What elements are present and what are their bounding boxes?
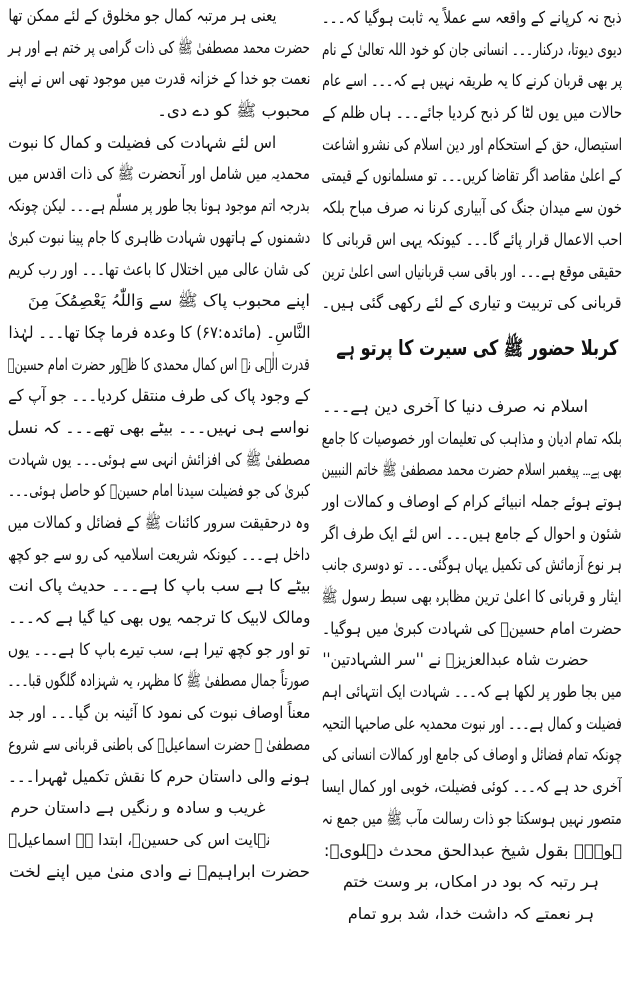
text-line	[320, 224, 622, 256]
line-text: کے اعلیٰ مقاصد اگر تقاضا کریں۔۔۔ تو مسلمانوں کے قیمتی	[321, 166, 622, 186]
line-text: شئون و احوال کے جامع ہیں۔۔۔ اس لئے ایک طرف اگر	[322, 523, 622, 543]
line-text: آخری حد ہے کہ۔۔۔ کوئی فضیلت، خوبی اور کمال ایسا	[322, 777, 622, 797]
line-text: محبوب ﷺ کو دے دی۔	[157, 101, 310, 121]
line-text: حالات میں یوں لٹا کر ذبح کردیا جائے۔۔۔ ہاں ظلم کے	[321, 103, 622, 123]
line-text: بدرجہ اتم موجود ہونا بجا طور پر مسلّم ہے۔۔۔ لیکن چونکہ	[8, 196, 310, 216]
text-line	[6, 190, 310, 222]
text-line	[6, 539, 310, 571]
line-text: حقیقی موقع ہے۔۔۔ اور باقی سب قربانیاں اسی اعلیٰ ترین	[322, 261, 622, 281]
text-line	[320, 486, 622, 518]
line-text: نہایت اس کی حسینؓ، ابتدا ہے اسماعیلؑ	[7, 829, 270, 849]
right-paragraphs-top	[320, 0, 622, 319]
text-line	[6, 158, 310, 190]
line-text: کبریٰ کی جو فضیلت سیدنا امام حسینؓ کو حاصل ہوئی۔۔۔	[8, 481, 310, 501]
text-line	[320, 192, 622, 224]
text-line	[6, 761, 310, 793]
text-line	[320, 129, 622, 161]
line-text: ومالک لابیک کا ترجمہ یوں بھی کیا گیا ہے کہ۔۔۔	[8, 608, 310, 628]
left-column	[6, 0, 310, 887]
line-text: اسلام نہ صرف دنیا کا آخری دین ہے۔۔۔	[322, 396, 588, 416]
text-line	[6, 32, 310, 64]
line-text: کی شان عالی میں اختلال کا باعث تھا۔۔۔ اور رب کریم	[8, 259, 310, 279]
text-line	[320, 454, 622, 486]
text-line	[320, 391, 622, 423]
line-text: ایثار و قربانی کا اعلیٰ ترین مظاہرہ بھی سبط رسول ﷺ	[321, 587, 622, 606]
text-line	[6, 856, 310, 888]
text-line	[320, 644, 622, 676]
text-line	[320, 835, 622, 867]
line-text: داخل ہے۔۔۔ کیونکہ شریعت اسلامیہ کی رو سے جو کچھ	[7, 544, 310, 564]
text-line	[6, 412, 310, 444]
line-text: حضرت ابراہیمؑ نے وادی منیٰ میں اپنے لخت	[9, 861, 310, 881]
line-text: تو اور جو کچھ تیرا ہے، سب تیرے باپ کا ہے۔۔۔ یوں	[7, 639, 310, 659]
text-line	[6, 95, 310, 127]
text-line	[6, 665, 310, 697]
text-line	[6, 317, 310, 349]
line-text: اپنے محبوب پاک ﷺ سے وَاللّٰہُ یَعْصِمُکَ مِنَ	[27, 291, 310, 311]
line-text: وہ درحقیقت سرور کائنات ﷺ کے فضائل و کمالات میں	[7, 513, 310, 532]
line-text: کے وجود پاک کی طرف منتقل کردیا۔۔۔ جو آپ کے	[8, 386, 310, 406]
text-line	[6, 729, 310, 761]
section-heading-text: کربلا حضور ﷺ کی سیرت کا پرتو ہے	[335, 335, 618, 360]
line-text: ہر نعمتے کہ داشت خدا، شد برو تمام	[347, 903, 595, 923]
line-text: حضرت محمد مصطفیٰ ﷺ کی ذات گرامی پر ختم ہے اور ہر	[8, 37, 310, 57]
line-text: حضرت امام حسینؓ کی شہادت کبریٰ میں ہوگیا۔	[322, 618, 622, 638]
text-line	[6, 349, 310, 381]
verse-line	[320, 866, 622, 898]
line-text: ہر نوع آزمائش کی تکمیل یہاں ہوگئی۔۔۔ تو دوسری جانب	[321, 555, 622, 575]
text-line	[6, 697, 310, 729]
right-column	[320, 0, 622, 930]
line-text: النَّاسِ۔ (مائدہ:۶۷) کا وعدہ فرما چکا تھا۔۔۔ لہٰذا	[8, 322, 310, 342]
verse-line	[6, 824, 310, 856]
text-line	[6, 0, 310, 32]
text-line	[6, 254, 310, 286]
right-paragraphs-bottom	[320, 391, 622, 930]
text-line	[320, 256, 622, 288]
line-text: متصور نہیں ہوسکتا جو ذات رسالت مآب ﷺ میں جمع نہ	[321, 808, 622, 828]
line-text: بھی ہے۔۔۔ پیغمبر اسلام حضرت محمد مصطفیٰ ﷺ خاتم النبیین	[321, 460, 622, 480]
text-line	[320, 613, 622, 645]
line-text: چونکہ تمام فضائل و اوصاف کی جامع اور کمالات انسانی کی	[321, 745, 622, 765]
text-line	[320, 160, 622, 192]
line-text: غریب و سادہ و رنگیں ہے داستان حرم	[10, 798, 266, 818]
text-line	[320, 34, 622, 66]
line-text: قدرت الٰہی نے اس کمال محمدی کا ظہور حضرت امام حسینؓ	[8, 354, 310, 374]
line-text: صورتاً جمال مصطفیٰ ﷺ کا مظہر، یہ شہزادہ گلگوں قبا۔۔۔	[7, 671, 310, 691]
text-line	[320, 803, 622, 835]
text-line	[320, 581, 622, 613]
text-line	[6, 602, 310, 634]
text-line	[6, 63, 310, 95]
text-line	[320, 423, 622, 455]
line-text: یعنی ہر مرتبہ کمال جو مخلوق کے لئے ممکن تھا	[7, 6, 276, 25]
text-line	[320, 2, 622, 34]
line-text: پر بھی قربان کرنے کا یہ طریقہ نہیں ہے کہ۔۔۔ اسے عام	[322, 71, 622, 91]
text-line	[6, 127, 310, 159]
line-text: قربانی کی تربیت و تیاری کے لئے رکھی گئی ہیں۔	[321, 293, 622, 313]
text-line	[320, 708, 622, 740]
line-text: ذبح نہ کرپانے کے واقعہ سے عملاً یہ ثابت ہوگیا کہ۔۔۔	[322, 8, 622, 27]
line-text: دشمنوں کے ہاتھوں شہادت ظاہری کا جام پینا نبوت کبریٰ	[7, 227, 310, 247]
line-text: اس لئے شہادت کی فضیلت و کمال کا نبوت	[8, 132, 276, 152]
text-line	[320, 97, 622, 129]
verse-line	[6, 792, 310, 824]
text-line	[6, 444, 310, 476]
text-line	[320, 518, 622, 550]
line-text: حضرت شاہ عبدالعزیزؒ نے ''سر الشہادتین''	[321, 650, 588, 670]
line-text: مصطفیٰ ﷺ کی افزائش انہی سے ہوئی۔۔۔ یوں شہادت	[8, 449, 310, 469]
section-heading	[320, 319, 622, 377]
text-line	[320, 739, 622, 771]
text-line	[6, 222, 310, 254]
text-line	[6, 380, 310, 412]
left-paragraphs	[6, 0, 310, 887]
text-line	[6, 475, 310, 507]
text-line	[6, 570, 310, 602]
line-text: ہر رتبہ کہ بود در امکاں، بر وست ختم	[342, 872, 600, 892]
line-text: ہوتے ہوئے جملہ انبیائے کرام کے اوصاف و کمالات اور	[322, 491, 622, 511]
text-line	[320, 65, 622, 97]
line-text: نعمت جو خدا کے خزانہ قدرت میں موجود تھی اس نے اپنے	[8, 69, 310, 89]
line-text: احب الاعمال قرار پائے گا۔۔۔ کیونکہ یہی اس قربانی کا	[322, 229, 622, 249]
line-text: مصطفیٰ ﷺ حضرت اسماعیلؑ کی باطنی قربانی سے شروع	[8, 734, 310, 754]
line-text: نواسے ہی نہیں۔۔۔ بیٹے بھی تھے۔۔۔ کہ نسل	[7, 417, 310, 437]
text-line	[6, 507, 310, 539]
line-text: دیوی دیوتا، درکنار۔۔۔ انسانی جان کو خود اللہ تعالیٰ کے نام	[322, 39, 622, 59]
line-text: بیٹے کا ہے سب باپ کا ہے۔۔۔ حدیث پاک انت	[7, 576, 310, 596]
line-text: میں بجا طور پر لکھا ہے کہ۔۔۔ شہادت ایک انتہائی اہم	[322, 682, 622, 702]
text-line	[320, 549, 622, 581]
line-text: خون سے میدان جنگ کی آبیاری کرنا نہ صرف مباح بلکہ	[321, 198, 622, 218]
text-line	[320, 287, 622, 319]
line-text: بلکہ تمام ادیان و مذاہب کی تعلیمات اور خصوصیات کا جامع	[322, 428, 622, 448]
text-line	[6, 285, 310, 317]
verse-line	[320, 898, 622, 930]
text-line	[320, 771, 622, 803]
text-line	[6, 634, 310, 666]
line-text: ہونے والی داستان حرم کا نقش تکمیل ٹھہرا۔۔۔	[8, 766, 310, 786]
line-text: معناً اوصاف نبوت کی نمود کا آئینہ بن گیا۔۔۔ اور جد	[8, 703, 310, 723]
line-text: ہو۔۔۔ بقول شیخ عبدالحق محدث دہلویؒ:	[323, 840, 622, 860]
line-text: استیصال، حق کے استحکام اور دین اسلام کی نشرو اشاعت	[321, 134, 622, 154]
line-text: فضیلت و کمال ہے۔۔۔ اور نبوت محمدیہ علی صاحبہا التحیہ	[321, 713, 622, 733]
line-text: محمدیہ میں شامل اور آنحضرت ﷺ کی ذات اقدس میں	[7, 164, 310, 184]
text-line	[320, 676, 622, 708]
